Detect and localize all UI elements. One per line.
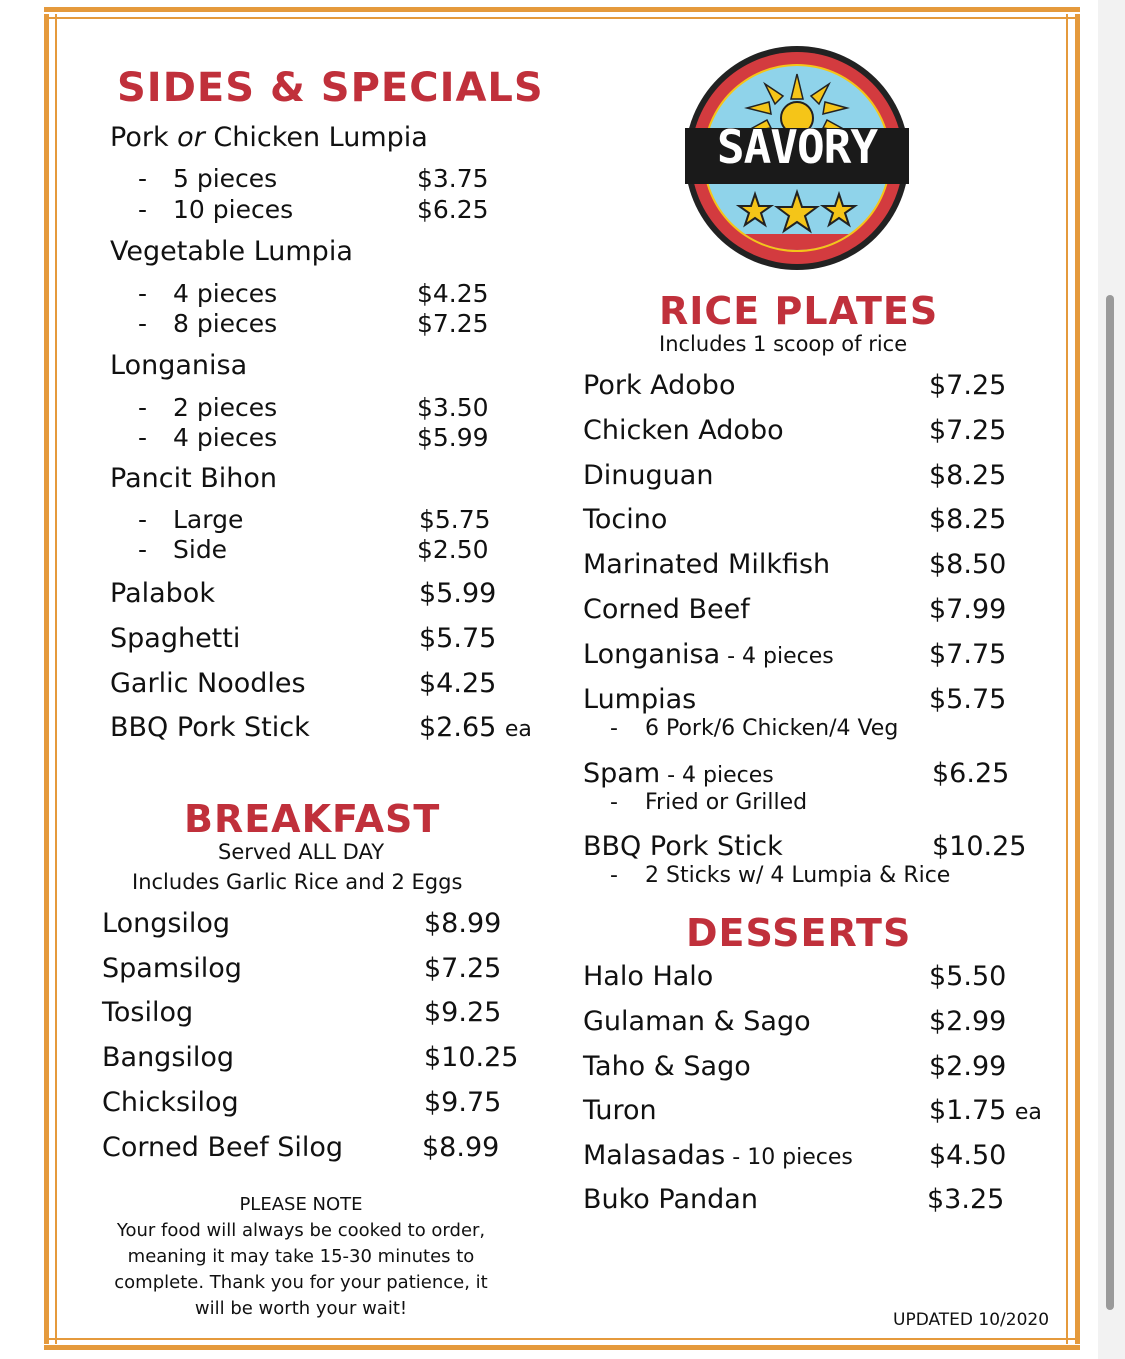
item-price: $10.25: [932, 831, 1027, 862]
item-name: Bangsilog: [102, 1042, 235, 1073]
item-name: Chicken Adobo: [583, 415, 784, 446]
item-price: $8.25: [929, 460, 1007, 491]
item-name: BBQ Pork Stick: [110, 712, 310, 743]
option-price: $3.75: [417, 164, 489, 193]
rice-subtitle: Includes 1 scoop of rice: [659, 332, 908, 356]
option-price: $4.25: [417, 279, 489, 308]
item-name: Spaghetti: [110, 623, 241, 654]
item-name: Gulaman & Sago: [583, 1006, 811, 1037]
option-label: 8 pieces: [173, 309, 278, 338]
border-bottom-inner: [44, 1338, 1080, 1340]
option-price: $2.50: [417, 535, 489, 564]
item-name: Spam - 4 pieces: [583, 758, 774, 789]
option-label: Side: [173, 535, 228, 564]
note-line: complete. Thank you for your patience, it: [114, 1272, 488, 1293]
please-note: [100, 1192, 502, 1322]
border-right-inner: [1066, 14, 1068, 1344]
item-name: Tosilog: [102, 997, 194, 1028]
option-label: 5 pieces: [173, 164, 278, 193]
item-name: Lumpias: [583, 684, 697, 715]
item-detail: Fried or Grilled: [645, 790, 808, 815]
group-pork-chicken-lumpia: Pork or Chicken Lumpia: [110, 122, 428, 153]
breakfast-title: BREAKFAST: [184, 797, 441, 841]
border-left-outer: [44, 14, 49, 1344]
updated-date: UPDATED 10/2020: [893, 1310, 1050, 1330]
dash: -: [610, 716, 618, 741]
item-detail: 2 Sticks w/ 4 Lumpia & Rice: [645, 863, 951, 888]
item-name: Corned Beef: [583, 594, 750, 625]
dash: -: [138, 279, 148, 308]
dash: -: [138, 505, 148, 534]
item-name: Palabok: [110, 578, 215, 609]
dash: -: [138, 195, 148, 224]
dash: -: [138, 393, 148, 422]
item-name: Buko Pandan: [583, 1184, 758, 1215]
item-price: $7.99: [929, 594, 1007, 625]
border-top-inner: [44, 17, 1080, 19]
option-price: $5.99: [417, 423, 489, 452]
item-price: $5.99: [419, 578, 497, 609]
item-price: $8.25: [929, 504, 1007, 535]
option-price: $6.25: [417, 195, 489, 224]
item-price: $1.75 ea: [929, 1095, 1042, 1126]
dash: -: [138, 309, 148, 338]
border-left-inner: [55, 14, 57, 1344]
item-price: $3.25: [927, 1184, 1005, 1215]
item-name: Corned Beef Silog: [102, 1132, 344, 1163]
item-name: Marinated Milkfish: [583, 549, 831, 580]
border-top-outer: [44, 7, 1080, 12]
option-label: 2 pieces: [173, 393, 278, 422]
item-price: $10.25: [424, 1042, 519, 1073]
item-price: $4.25: [419, 668, 497, 699]
note-title: PLEASE NOTE: [239, 1194, 363, 1215]
dash: -: [610, 790, 618, 815]
item-name: Malasadas - 10 pieces: [583, 1140, 853, 1171]
breakfast-includes: Includes Garlic Rice and 2 Eggs: [132, 870, 463, 894]
option-label: 4 pieces: [173, 279, 278, 308]
group-vegetable-lumpia: Vegetable Lumpia: [110, 236, 353, 267]
rice-title: RICE PLATES: [659, 289, 939, 333]
item-name: Tocino: [583, 504, 668, 535]
desserts-title: DESSERTS: [686, 911, 912, 955]
item-price: $5.50: [929, 961, 1007, 992]
item-name: Dinuguan: [583, 460, 714, 491]
item-price: $7.25: [424, 953, 502, 984]
item-price: $8.99: [422, 1132, 500, 1163]
option-price: $3.50: [417, 393, 489, 422]
dash: -: [138, 164, 148, 193]
option-price: $5.75: [419, 505, 491, 534]
border-bottom-outer: [44, 1345, 1080, 1350]
item-price: $8.99: [424, 908, 502, 939]
item-name: Taho & Sago: [583, 1051, 751, 1082]
border-right-outer: [1075, 14, 1080, 1344]
note-line: Your food will always be cooked to order,: [116, 1220, 486, 1241]
item-name: BBQ Pork Stick: [583, 831, 783, 862]
group-longanisa: Longanisa: [110, 350, 248, 381]
item-price: $7.25: [929, 370, 1007, 401]
item-detail: 6 Pork/6 Chicken/4 Veg: [645, 716, 899, 741]
logo-text: SAVORY: [716, 120, 878, 174]
item-price: $5.75: [929, 684, 1007, 715]
dash: -: [610, 863, 618, 888]
item-price: $2.99: [929, 1051, 1007, 1082]
item-name: Longsilog: [102, 908, 231, 939]
breakfast-subtitle: Served ALL DAY: [218, 840, 385, 864]
note-line: meaning it may take 15-30 minutes to: [127, 1246, 475, 1267]
item-price: $7.25: [929, 415, 1007, 446]
item-name: Garlic Noodles: [110, 668, 306, 699]
item-name: Turon: [583, 1095, 657, 1126]
sides-title: SIDES & SPECIALS: [117, 65, 544, 111]
dash: -: [138, 535, 148, 564]
item-name: Spamsilog: [102, 953, 242, 984]
dash: -: [138, 423, 148, 452]
item-price: $7.75: [929, 639, 1007, 670]
item-name: Chicksilog: [102, 1087, 239, 1118]
item-name: Pork Adobo: [583, 370, 736, 401]
option-label: 4 pieces: [173, 423, 278, 452]
group-pancit-bihon: Pancit Bihon: [110, 463, 278, 494]
item-price: $6.25: [932, 758, 1010, 789]
item-price: $2.99: [929, 1006, 1007, 1037]
item-price: $4.50: [929, 1140, 1007, 1171]
item-price: $9.75: [424, 1087, 502, 1118]
item-price: $8.50: [929, 549, 1007, 580]
item-price: $5.75: [419, 623, 497, 654]
scrollbar[interactable]: [1106, 295, 1114, 1310]
item-name: Halo Halo: [583, 961, 714, 992]
item-price: $2.65 ea: [419, 712, 532, 743]
item-name: Longanisa - 4 pieces: [583, 639, 834, 670]
option-label: Large: [173, 505, 244, 534]
item-price: $9.25: [424, 997, 502, 1028]
option-price: $7.25: [417, 309, 489, 338]
option-label: 10 pieces: [173, 195, 294, 224]
note-line: will be worth your wait!: [194, 1298, 408, 1319]
